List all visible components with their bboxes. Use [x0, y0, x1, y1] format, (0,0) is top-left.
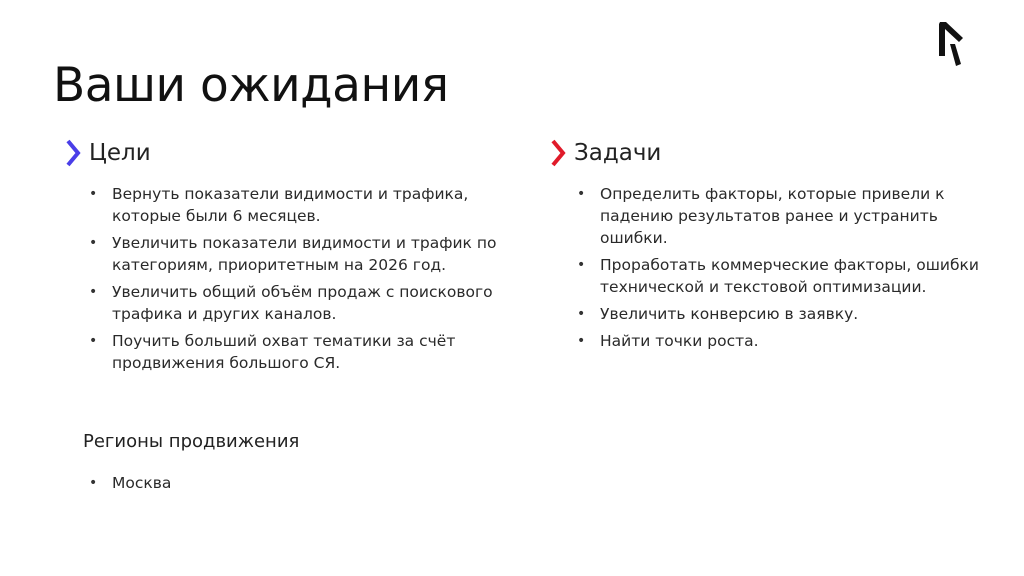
list-item: • Определить факторы, которые привели к падению результатов ранее и устранить ошибки. — [574, 183, 994, 249]
list-item: • Увеличить конверсию в заявку. — [574, 303, 994, 325]
list-item: • Москва — [86, 472, 386, 494]
chevron-right-icon — [66, 139, 81, 167]
regions-heading: Регионы продвижения — [83, 431, 300, 452]
list-item: • Увеличить общий объём продаж с поискового трафика и других каналов. — [86, 281, 506, 325]
goals-heading-label: Цели — [89, 140, 151, 166]
list-item: • Проработать коммерческие факторы, ошибки технической и текстовой оптимизации. — [574, 254, 994, 298]
slide-title: Ваши ожидания — [53, 58, 449, 113]
regions-list — [86, 472, 386, 499]
list-item: • Увеличить показатели видимости и трафик по категориям, приоритетным на 2026 год. — [86, 232, 506, 276]
list-item: • Найти точки роста. — [574, 330, 994, 352]
brand-logo-icon — [934, 22, 964, 66]
tasks-heading-label: Задачи — [574, 140, 662, 166]
goals-heading — [66, 139, 151, 167]
list-item: • Поучить больший охват тематики за счёт продвижения большого СЯ. — [86, 330, 506, 374]
chevron-right-icon — [551, 139, 566, 167]
tasks-list — [574, 183, 994, 357]
goals-list — [86, 183, 506, 379]
list-item: • Вернуть показатели видимости и трафика, которые были 6 месяцев. — [86, 183, 506, 227]
tasks-heading — [551, 139, 661, 167]
